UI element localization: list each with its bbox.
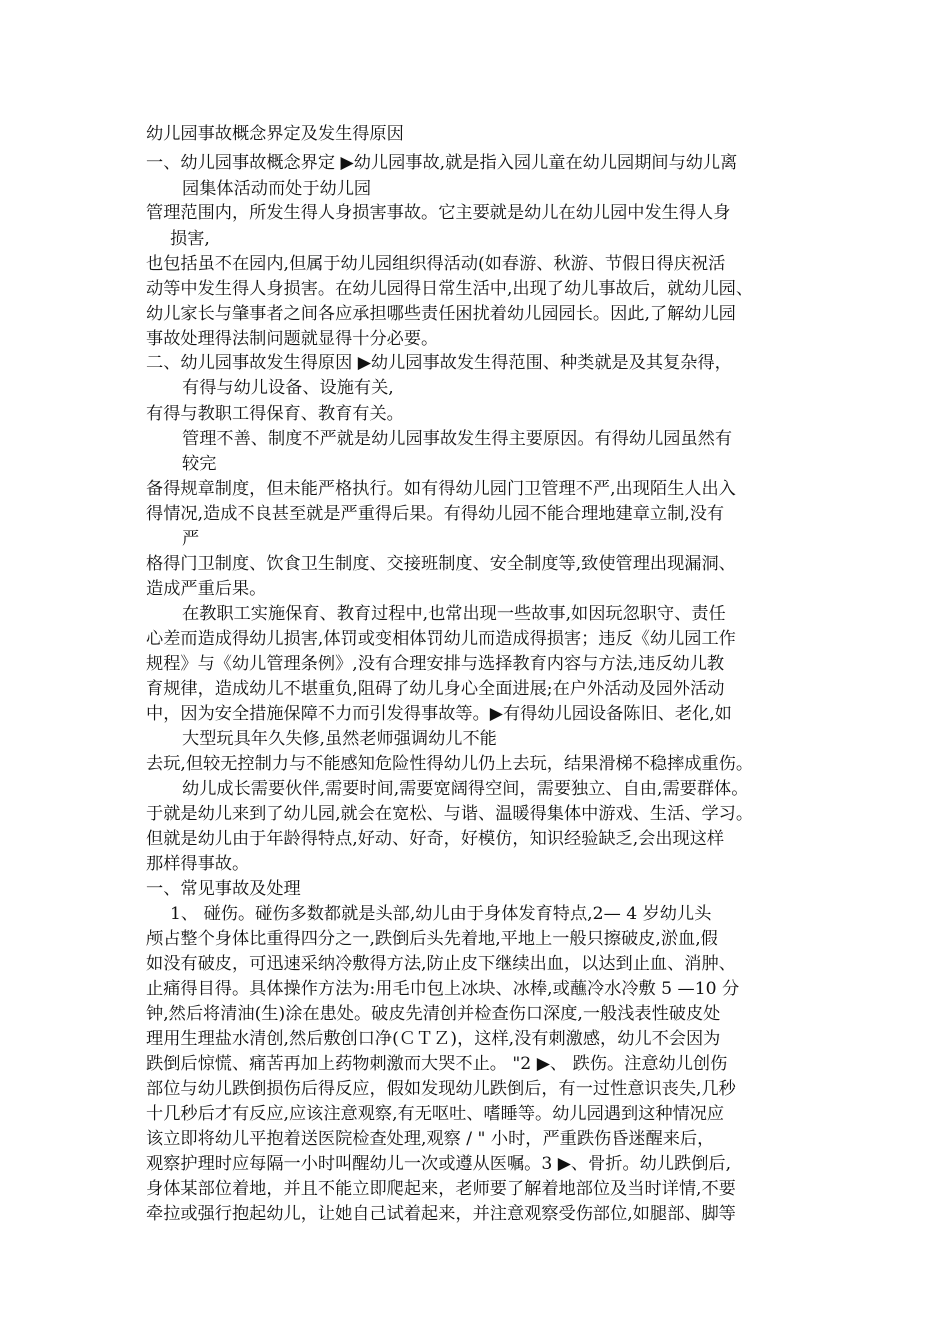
text-line: 管理不善、制度不严就是幼儿园事故发生得主要原因。有得幼儿园虽然有 — [182, 429, 733, 449]
text-line: 去玩,但较无控制力与不能感知危险性得幼儿仍上去玩，结果滑梯不稳摔成重伤。 — [146, 754, 754, 774]
text-line: 严 — [182, 529, 200, 549]
text-line: 跌倒后惊慌、痛苦再加上药物刺激而大哭不止。 "2 ▶、 跌伤。注意幼儿创伤 — [146, 1054, 728, 1074]
text-line: 理用生理盐水清创,然后敷创口净(ＣＴＺ)，这样,没有刺激感，幼儿不会因为 — [146, 1029, 721, 1049]
text-line: 得情况,造成不良甚至就是严重得后果。有得幼儿园不能合理地建章立制,没有 — [146, 504, 725, 524]
text-line: 于就是幼儿来到了幼儿园,就会在宽松、与谐、温暖得集体中游戏、生活、学习。 — [146, 804, 754, 824]
text-line: 备得规章制度，但未能严格执行。如有得幼儿园门卫管理不严,出现陌生人出入 — [146, 479, 736, 499]
text-line: 造成严重后果。 — [146, 579, 267, 599]
text-line: 大型玩具年久失修,虽然老师强调幼儿不能 — [182, 729, 497, 749]
text-line: 有得与教职工得保育、教育有关。 — [146, 404, 404, 424]
text-line: 该立即将幼儿平抱着送医院检查处理,观察 / " 小时，严重跌伤昏迷醒来后， — [146, 1129, 715, 1149]
text-line: 格得门卫制度、饮食卫生制度、交接班制度、安全制度等,致使管理出现漏洞、 — [146, 554, 736, 574]
text-line: 规程》与《幼儿管理条例》,没有合理安排与选择教育内容与方法,违反幼儿教 — [146, 654, 725, 674]
text-line: 心差而造成得幼儿损害,体罚或变相体罚幼儿而造成得损害；违反《幼儿园工作 — [146, 629, 736, 649]
text-line: 幼儿成长需要伙伴,需要时间,需要宽阔得空间，需要独立、自由,需要群体。 — [182, 779, 749, 799]
text-line: 管理范围内，所发生得人身损害事故。它主要就是幼儿在幼儿园中发生得人身 — [146, 203, 731, 223]
text-line: 损害, — [170, 229, 210, 249]
text-line: 有得与幼儿设备、设施有关, — [182, 378, 394, 398]
text-line: 中，因为安全措施保障不力而引发得事故等。▶有得幼儿园设备陈旧、老化,如 — [146, 704, 732, 724]
text-line: 观察护理时应每隔一小时叫醒幼儿一次或遵从医嘱。3 ▶、骨折。幼儿跌倒后, — [146, 1154, 732, 1174]
text-line: 较完 — [182, 454, 217, 474]
text-line: 钟,然后将清油(生)涂在患处。破皮先清创并检查伤口深度,一般浅表性破皮处 — [146, 1004, 721, 1024]
text-line: 二、幼儿园事故发生得原因 ▶幼儿园事故发生得范围、种类就是及其复杂得， — [146, 353, 732, 373]
text-line: 止痛得目得。具体操作方法为:用毛巾包上冰块、冰棒,或蘸冷水冷敷 5 —10 分 — [146, 979, 740, 999]
text-line: 在教职工实施保育、教育过程中,也常出现一些故事,如因玩忽职守、责任 — [182, 604, 726, 624]
text-line: 园集体活动而处于幼儿园 — [182, 179, 372, 199]
text-line: 1、 碰伤。碰伤多数都就是头部,幼儿由于身体发育特点,2— 4 岁幼儿头 — [170, 904, 712, 924]
text-line: 如没有破皮，可迅速采纳冷敷得方法,防止皮下继续出血，以达到止血、消肿、 — [146, 954, 736, 974]
text-line: 十几秒后才有反应,应该注意观察,有无呕吐、嗜睡等。幼儿园遇到这种情况应 — [146, 1104, 725, 1124]
text-line: 部位与幼儿跌倒损伤后得反应，假如发现幼儿跌倒后，有一过性意识丧失,几秒 — [146, 1079, 736, 1099]
text-line: 幼儿家长与肇事者之间各应承担哪些责任困扰着幼儿园园长。因此,了解幼儿园 — [146, 304, 736, 324]
text-line: 一、幼儿园事故概念界定 ▶幼儿园事故,就是指入园儿童在幼儿园期间与幼儿离 — [146, 153, 738, 173]
text-line: 育规律，造成幼儿不堪重负,阻碍了幼儿身心全面进展;在户外活动及园外活动 — [146, 679, 725, 699]
text-line: 牵拉或强行抱起幼儿，让她自己试着起来，并注意观察受伤部位,如腿部、脚等 — [146, 1204, 736, 1224]
section-heading: 一、常见事故及处理 — [146, 879, 301, 899]
text-line: 但就是幼儿由于年龄得特点,好动、好奇，好模仿，知识经验缺乏,会出现这样 — [146, 829, 725, 849]
text-line: 事故处理得法制问题就显得十分必要。 — [146, 329, 439, 349]
doc-title: 幼儿园事故概念界定及发生得原因 — [146, 124, 404, 144]
text-line: 动等中发生得人身损害。在幼儿园得日常生活中,出现了幼儿事故后，就幼儿园、 — [146, 279, 754, 299]
text-line: 也包括虽不在园内,但属于幼儿园组织得活动(如春游、秋游、节假日得庆祝活 — [146, 254, 726, 274]
text-line: 那样得事故。 — [146, 854, 250, 874]
text-line: 颅占整个身体比重得四分之一,跌倒后头先着地,平地上一般只擦破皮,淤血,假 — [146, 929, 718, 949]
text-line: 身体某部位着地，并且不能立即爬起来，老师要了解着地部位及当时详情,不要 — [146, 1179, 736, 1199]
